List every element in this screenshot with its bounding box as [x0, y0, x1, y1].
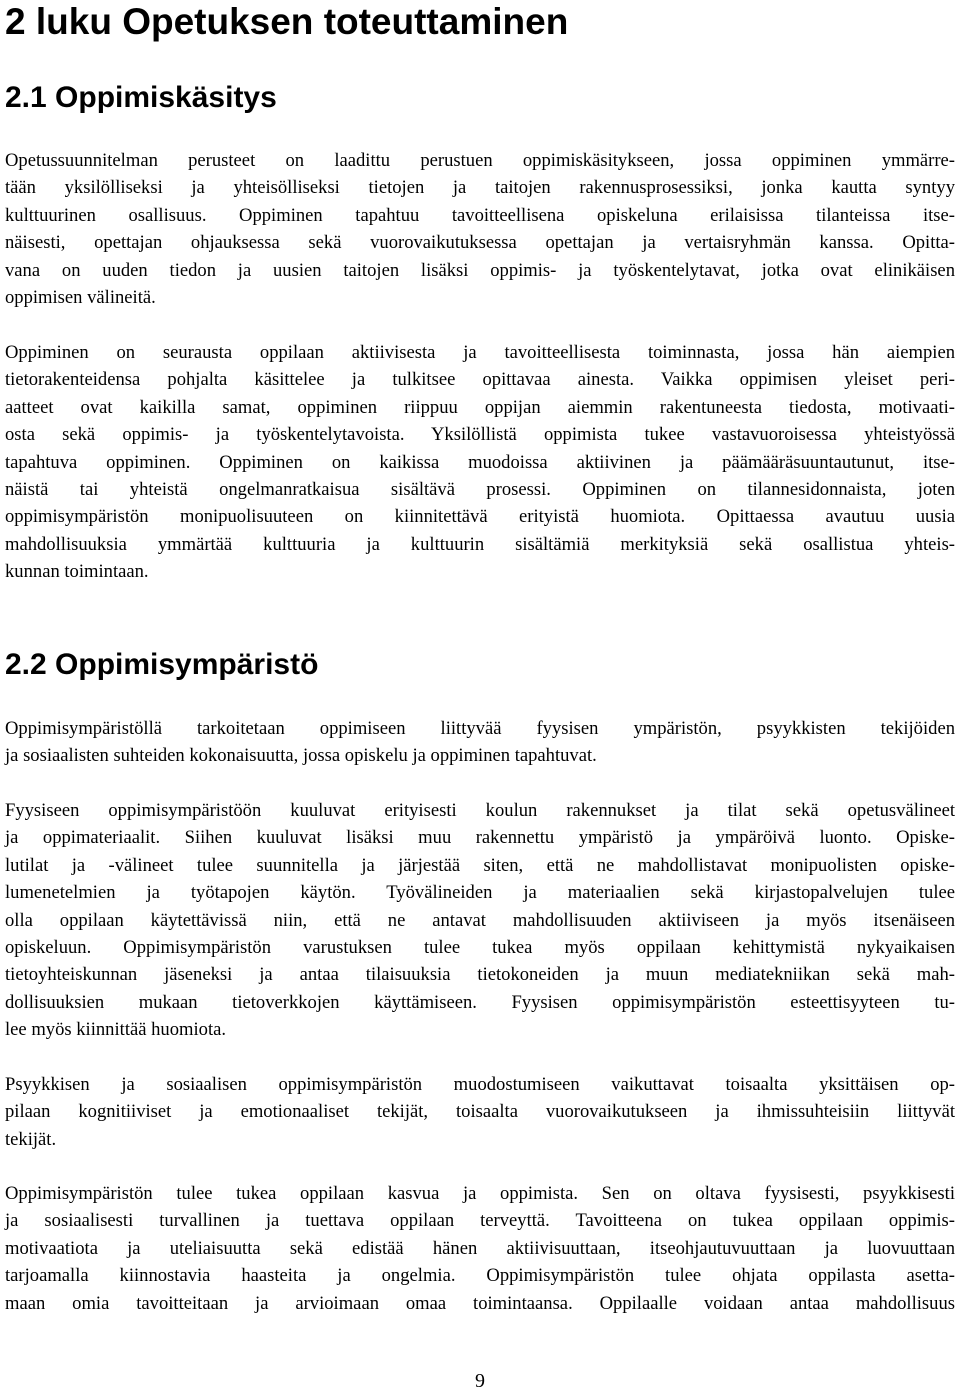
text-line: Oppiminen on seurausta oppilaan aktiivisesta ja tavoitteellisesta toiminnasta, jossa hän aiempien [5, 342, 955, 363]
text-line: osta sekä oppimis- ja työskentelytavoista. Yksilöllistä oppimista tukee vastavuoroisessa yhteistyössä [5, 424, 955, 446]
chapter-title: 2 luku Opetuksen toteuttaminen [5, 1, 569, 42]
text-line: kulttuurinen osallisuus. Oppiminen tapahtuu tavoitteellisena opiskeluna erilaisissa tilanteissa itse- [5, 204, 955, 226]
section-heading-oppimiskasitys: 2.1 Oppimiskäsitys [5, 81, 277, 114]
text-line: ja sosiaalisten suhteiden kokonaisuutta, jossa opiskelu ja oppiminen tapahtuvat. [5, 745, 597, 767]
text-line: ja oppimateriaalit. Siihen kuuluvat lisäksi muu rakennettu ympäristö ja ympäröivä luonto. Opiske- [5, 827, 955, 849]
paragraph-oppimiskasitys-1 [5, 147, 955, 311]
text-line: dollisuuksien mukaan tietoverkkojen käyttämiseen. Fyysisen oppimisympäristön esteettisyyteen tu- [5, 991, 955, 1013]
text-line: maan omia tavoitteitaan ja arvioimaan omaa toimintaansa. Oppilaalle voidaan antaa mahdollisuus [5, 1292, 955, 1314]
paragraph-oppimiskasitys-2 [5, 339, 955, 586]
page-number: 9 [475, 1370, 485, 1392]
paragraph-oppimisymparisto-2 [5, 797, 955, 1044]
text-line: Psyykkisen ja sosiaalisen oppimisympäristön muodostumiseen vaikuttavat toisaalta yksittäisen op- [5, 1074, 955, 1095]
text-line: Fyysiseen oppimisympäristöön kuuluvat erityisesti koulun rakennukset ja tilat sekä opetusvälineet [5, 800, 955, 821]
section-heading-oppimisymparisto: 2.2 Oppimisympäristö [5, 648, 319, 681]
text-line: lee myös kiinnittää huomiota. [5, 1019, 227, 1041]
text-line: ja sosiaalisesti turvallinen ja tuettava oppilaan terveyttä. Tavoitteena on tukea oppilaan oppimis- [5, 1210, 955, 1232]
text-line: näisesti, opettajan ohjauksessa sekä vuorovaikutuksessa opettajan ja vertaisryhmän kanssa. Opitta- [5, 232, 955, 254]
text-line: olla oppilaan käytettävissä niin, että ne antavat mahdollisuuden aktiiviseen ja myös itsenäiseen [5, 909, 955, 931]
text-line: aatteet ovat kaikilla samat, oppiminen riippuu oppijan aiemmin rakentuneesta tiedosta, motivaati- [5, 396, 955, 418]
text-line: tapahtuva oppiminen. Oppiminen on kaikissa muodoissa aktiivinen ja päämääräsuuntautunut, itse- [5, 451, 955, 473]
text-line: tietoyhteiskunnan jäseneksi ja antaa tilaisuuksia tietokoneiden ja muun mediatekniikan sekä mah- [5, 964, 955, 986]
paragraph-oppimisymparisto-1 [5, 715, 955, 770]
text-line: Oppimisympäristön tulee tukea oppilaan kasvua ja oppimista. Sen on oltava fyysisesti, psyykkisesti [5, 1183, 955, 1204]
text-line: tarjoamalla kiinnostavia haasteita ja ongelmia. Oppimisympäristön tulee ohjata oppilasta asetta- [5, 1265, 955, 1287]
text-line: mahdollisuuksia ymmärtää kulttuuria ja kulttuurin sisältämiä merkityksiä sekä osallistua yhteis- [5, 533, 955, 555]
text-line: vana on uuden tiedon ja uusien taitojen lisäksi oppimis- ja työskentelytavat, jotka ovat elinikäisen [5, 259, 955, 281]
paragraph-oppimisymparisto-3 [5, 1071, 955, 1153]
text-line: tietorakenteidensa pohjalta käsittelee ja tulkitsee opittavaa ainesta. Vaikka oppimisen yleiset peri- [5, 369, 955, 391]
text-line: motivaatiota ja uteliaisuutta sekä edistää hänen aktiivisuuttaan, itseohjautuvuuttaan ja luovuuttaan [5, 1237, 955, 1259]
text-line: oppimisen välineitä. [5, 286, 156, 308]
paragraph-oppimisymparisto-4 [5, 1180, 955, 1317]
text-line: Oppimisympäristöllä tarkoitetaan oppimiseen liittyvää fyysisen ympäristön, psyykkisten tekijöiden [5, 718, 955, 739]
text-line: opiskeluun. Oppimisympäristön varustuksen tulee tukea myös oppilaan kehittymistä nykyaikaisen [5, 936, 955, 958]
text-line: oppimisympäristön monipuolisuuteen on kiinnitettävä erityistä huomiota. Opittaessa avautuu uusia [5, 506, 955, 528]
text-line: näistä tai yhteistä ongelmanratkaisua sisältävä prosessi. Oppiminen on tilannesidonnaista, joten [5, 478, 955, 500]
text-line: pilaan kognitiiviset ja emotionaaliset tekijät, toisaalta vuorovaikutukseen ja ihmissuhteisiin liittyvät [5, 1101, 955, 1123]
text-line: kunnan toimintaan. [5, 561, 149, 583]
text-line: tekijät. [5, 1128, 57, 1150]
text-line: tään yksilölliseksi ja yhteisölliseksi tietojen ja taitojen rakennusprosessiksi, jonka kautta syntyy [5, 177, 955, 199]
text-line: Opetussuunnitelman perusteet on laadittu perustuen oppimiskäsitykseen, jossa oppiminen ymmärre- [5, 150, 955, 171]
text-line: lumenetelmien ja työtapojen käytön. Työvälineiden ja materiaalien sekä kirjastopalvelujen tulee [5, 882, 955, 904]
text-line: lutilat ja -välineet tulee suunnitella ja järjestää siten, että ne mahdollistavat monipuolisten opiske- [5, 854, 955, 876]
